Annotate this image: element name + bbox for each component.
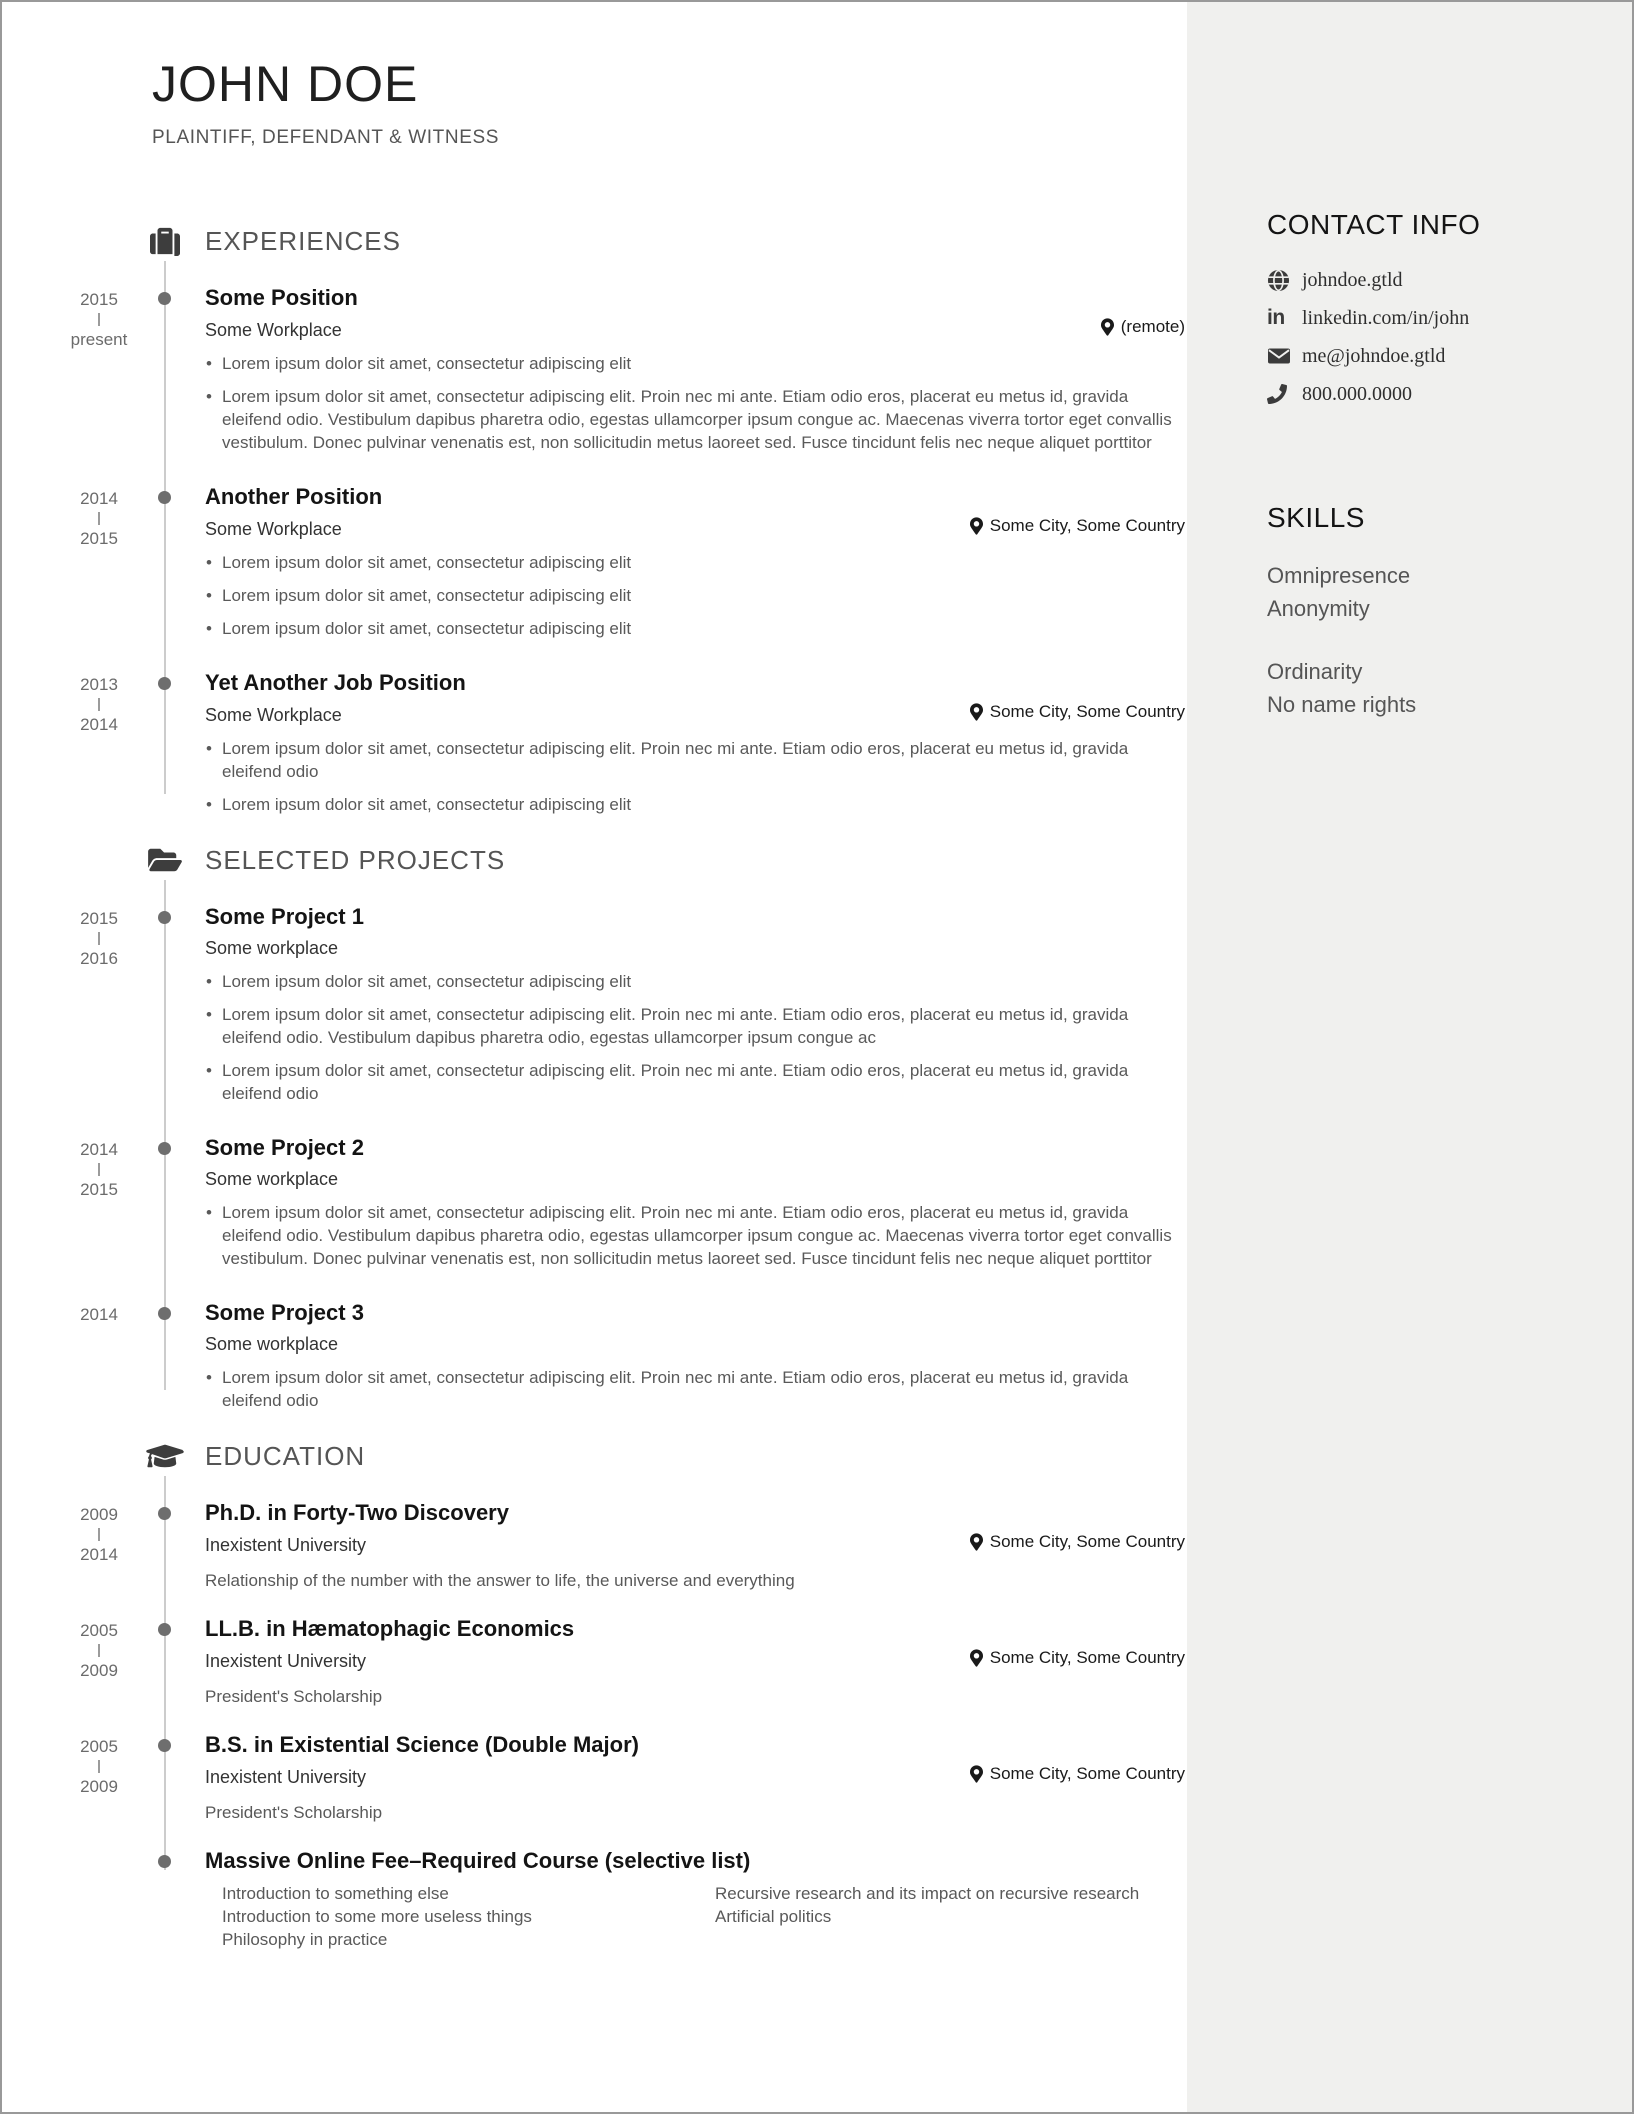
bullet-list [205, 551, 1185, 640]
date-end: 2009 [80, 1661, 118, 1680]
section-projects [2, 842, 1187, 1412]
project-entry [2, 1300, 1187, 1412]
dates-separator [98, 313, 100, 326]
entry-title: Some Position [205, 285, 358, 310]
education-entry [2, 1848, 1187, 1951]
workplace: Some Workplace [205, 320, 342, 340]
bullet-item: • Lorem ipsum dolor sit amet, consectetur adipiscing elit. Proin nec mi ante. Etiam odio eros, placerat eu metus id, gravida eleifend odio. Vestibulum dapibus pharetra odio, egestas ullamcorper ipsum congue ac [205, 1003, 1185, 1049]
bullet-list [205, 1366, 1185, 1412]
entry-title: Ph.D. in Forty-Two Discovery [205, 1500, 509, 1525]
entry-description: President's Scholarship [205, 1687, 383, 1706]
contact-item-email [1267, 344, 1604, 368]
org-row [205, 1332, 1185, 1356]
map-pin-icon [970, 517, 983, 535]
timeline-dot [158, 1855, 171, 1868]
date-end: 2015 [80, 1180, 118, 1199]
org-row [205, 516, 1185, 541]
university: Inexistent University [205, 1651, 367, 1671]
course-item: Introduction to something else [222, 1884, 449, 1903]
org-row [205, 1764, 1185, 1789]
entries-list [2, 1500, 1187, 1951]
entry-description: Relationship of the number with the answer to life, the universe and everything [205, 1571, 795, 1590]
bullet-item: • Lorem ipsum dolor sit amet, consectetur adipiscing elit [205, 584, 1185, 607]
contact-info-block [1267, 208, 1604, 406]
graduation-cap-icon [146, 1441, 184, 1471]
entry-location [970, 1648, 1185, 1668]
org-row [205, 702, 1185, 727]
timeline-dot [158, 1739, 171, 1752]
dates-separator [98, 1760, 100, 1773]
skill-item: Anonymity [1267, 596, 1370, 621]
workplace: Some workplace [205, 1169, 339, 1189]
timeline-dot [158, 1623, 171, 1636]
org-row [205, 1167, 1185, 1191]
date-start: 2009 [80, 1505, 118, 1524]
education-entry [2, 1732, 1187, 1824]
map-pin-icon [970, 1649, 983, 1667]
entry-description: President's Scholarship [205, 1803, 383, 1822]
resume-header [152, 56, 1187, 149]
date-start: 2014 [80, 1305, 118, 1324]
entry-dates [54, 674, 144, 735]
experience-entry [2, 484, 1187, 640]
contact-list [1267, 268, 1604, 406]
bullet-list [205, 1201, 1185, 1270]
website-text: johndoe.gtld [1302, 268, 1403, 291]
bullet-item: • Lorem ipsum dolor sit amet, consectetur adipiscing elit. Proin nec mi ante. Etiam odio eros, placerat eu metus id, gravida eleifend odio [205, 1059, 1185, 1105]
course-item: Philosophy in practice [222, 1930, 388, 1949]
sidebar [1187, 2, 1632, 2112]
briefcase-icon [150, 226, 180, 256]
bullet-item: • Lorem ipsum dolor sit amet, consectetur adipiscing elit [205, 352, 1185, 375]
org-row [205, 1648, 1185, 1673]
main-column [2, 2, 1187, 2112]
dates-separator [98, 1163, 100, 1176]
workplace: Some workplace [205, 1334, 339, 1354]
location-text: Some City, Some Country [989, 516, 1185, 535]
linkedin-text: linkedin.com/in/john [1302, 306, 1470, 329]
entry-title: Another Position [205, 484, 383, 509]
bullet-item: • Lorem ipsum dolor sit amet, consectetur adipiscing elit. Proin nec mi ante. Etiam odio eros, placerat eu metus id, gravida eleifend odio [205, 737, 1185, 783]
phone-icon [1267, 384, 1294, 404]
workplace: Some Workplace [205, 519, 342, 539]
education-entry [2, 1500, 1187, 1592]
page-title: JOHN DOE [152, 56, 419, 112]
bullet-list [205, 737, 1185, 816]
skill-group [1267, 559, 1604, 625]
workplace: Some workplace [205, 938, 339, 958]
timeline-dot [158, 1142, 171, 1155]
entry-title: Some Project 1 [205, 904, 364, 929]
timeline-dot [158, 911, 171, 924]
dates-separator [98, 512, 100, 525]
date-start: 2013 [80, 675, 118, 694]
course-item: Artificial politics [715, 1907, 832, 1926]
skill-item: No name rights [1267, 692, 1417, 717]
bullet-item: • Lorem ipsum dolor sit amet, consectetur adipiscing elit [205, 617, 1185, 640]
org-row [205, 317, 1185, 342]
education-entry [2, 1616, 1187, 1708]
role-subtitle: PLAINTIFF, DEFENDANT & WITNESS [152, 127, 500, 148]
contact-item-phone [1267, 382, 1604, 406]
entry-title: Some Project 2 [205, 1135, 364, 1160]
bullet-list [205, 970, 1185, 1105]
entry-dates [54, 488, 144, 549]
section-title: EDUCATION [205, 1441, 366, 1471]
experience-entry [2, 670, 1187, 816]
course-column [222, 1882, 715, 1951]
org-row [205, 1532, 1185, 1557]
folder-open-icon [148, 845, 182, 875]
map-pin-icon [1101, 318, 1114, 336]
location-text: Some City, Some Country [989, 1764, 1185, 1783]
course-column [715, 1882, 1139, 1951]
section-title: EXPERIENCES [205, 226, 401, 256]
section-header [2, 1438, 1187, 1474]
date-start: 2015 [80, 290, 118, 309]
bullet-item: • Lorem ipsum dolor sit amet, consectetur adipiscing elit [205, 793, 1185, 816]
dates-separator [98, 698, 100, 711]
timeline-dot [158, 1507, 171, 1520]
dates-separator [98, 1528, 100, 1541]
entry-dates [54, 289, 144, 350]
section-title: SELECTED PROJECTS [205, 845, 506, 875]
timeline-dot [158, 1307, 171, 1320]
email-text: me@johndoe.gtld [1302, 344, 1446, 367]
skills-block [1267, 501, 1604, 721]
entry-dates [54, 1504, 144, 1565]
bullet-item: • Lorem ipsum dolor sit amet, consectetur adipiscing elit [205, 551, 1185, 574]
entry-location [1101, 317, 1185, 337]
dates-separator [98, 1644, 100, 1657]
date-end: 2015 [80, 529, 118, 548]
entry-title: LL.B. in Hæmatophagic Economics [205, 1616, 575, 1641]
entry-dates [54, 1139, 144, 1200]
map-pin-icon [970, 1533, 983, 1551]
section-header [2, 842, 1187, 878]
section-header [2, 223, 1187, 259]
entry-dates [54, 908, 144, 969]
dates-separator [98, 932, 100, 945]
timeline-dot [158, 677, 171, 690]
experience-entry [2, 285, 1187, 454]
date-start: 2005 [80, 1737, 118, 1756]
entry-location [970, 516, 1185, 536]
entry-location [970, 1532, 1185, 1552]
contact-item-website [1267, 268, 1604, 292]
date-start: 2014 [80, 1140, 118, 1159]
entry-dates [54, 1620, 144, 1681]
course-item: Recursive research and its impact on recursive research [715, 1884, 1140, 1903]
entry-dates [54, 1304, 144, 1325]
globe-icon [1267, 269, 1294, 292]
date-end: 2016 [80, 949, 118, 968]
course-list [205, 1882, 1185, 1951]
bullet-item: • Lorem ipsum dolor sit amet, consectetur adipiscing elit. Proin nec mi ante. Etiam odio eros, placerat eu metus id, gravida eleifend odio [205, 1366, 1185, 1412]
skill-item: Ordinarity [1267, 659, 1363, 684]
entry-location [970, 702, 1185, 722]
org-row [205, 936, 1185, 960]
entry-title: B.S. in Existential Science (Double Major) [205, 1732, 639, 1757]
university: Inexistent University [205, 1767, 367, 1787]
location-text: (remote) [1120, 317, 1185, 336]
entry-dates [54, 1736, 144, 1797]
entries-list [2, 285, 1187, 816]
date-end: present [70, 330, 128, 349]
location-text: Some City, Some Country [989, 1648, 1185, 1667]
entry-title: Massive Online Fee–Required Course (selective list) [205, 1848, 751, 1873]
map-pin-icon [970, 1765, 983, 1783]
location-text: Some City, Some Country [989, 702, 1185, 721]
phone-text: 800.000.0000 [1302, 382, 1412, 405]
map-pin-icon [970, 703, 983, 721]
course-item: Introduction to some more useless things [222, 1907, 532, 1926]
workplace: Some Workplace [205, 705, 342, 725]
entry-location [970, 1764, 1185, 1784]
entries-list [2, 904, 1187, 1412]
contact-info-title: CONTACT INFO [1267, 209, 1481, 240]
envelope-icon [1267, 346, 1294, 366]
date-start: 2005 [80, 1621, 118, 1640]
entry-title: Some Project 3 [205, 1300, 364, 1325]
timeline-dot [158, 491, 171, 504]
date-end: 2009 [80, 1777, 118, 1796]
bullet-item: • Lorem ipsum dolor sit amet, consectetur adipiscing elit [205, 970, 1185, 993]
date-end: 2014 [80, 1545, 118, 1564]
contact-item-linkedin: in linkedin.com/in/john [1267, 306, 1470, 329]
bullet-list [205, 352, 1185, 454]
bullet-item: • Lorem ipsum dolor sit amet, consectetur adipiscing elit. Proin nec mi ante. Etiam odio eros, placerat eu metus id, gravida eleifend odio. Vestibulum dapibus pharetra odio, egestas ullamcorper ipsum congue ac. Maecenas viverra tortor eget convallis vestibulum. Donec pulvinar venenatis est, non sollicitudin metus laoreet sed. Fusce tincidunt felis nec neque aliquet porttitor [205, 1201, 1185, 1270]
project-entry [2, 904, 1187, 1105]
date-start: 2014 [80, 489, 118, 508]
date-start: 2015 [80, 909, 118, 928]
project-entry [2, 1135, 1187, 1270]
bullet-item: • Lorem ipsum dolor sit amet, consectetur adipiscing elit. Proin nec mi ante. Etiam odio eros, placerat eu metus id, gravida eleifend odio. Vestibulum dapibus pharetra odio, egestas ullamcorper ipsum congue ac. Maecenas viverra tortor eget convallis vestibulum. Donec pulvinar venenatis est, non sollicitudin metus laoreet sed. Fusce tincidunt felis nec neque aliquet porttitor [205, 385, 1185, 454]
skill-group [1267, 655, 1604, 721]
section-education [2, 1438, 1187, 1951]
university: Inexistent University [205, 1535, 367, 1555]
skills-title: SKILLS [1267, 502, 1365, 533]
entry-title: Yet Another Job Position [205, 670, 466, 695]
date-end: 2014 [80, 715, 118, 734]
section-experiences [2, 223, 1187, 816]
skill-item: Omnipresence [1267, 563, 1411, 588]
location-text: Some City, Some Country [989, 1532, 1185, 1551]
timeline-dot [158, 292, 171, 305]
